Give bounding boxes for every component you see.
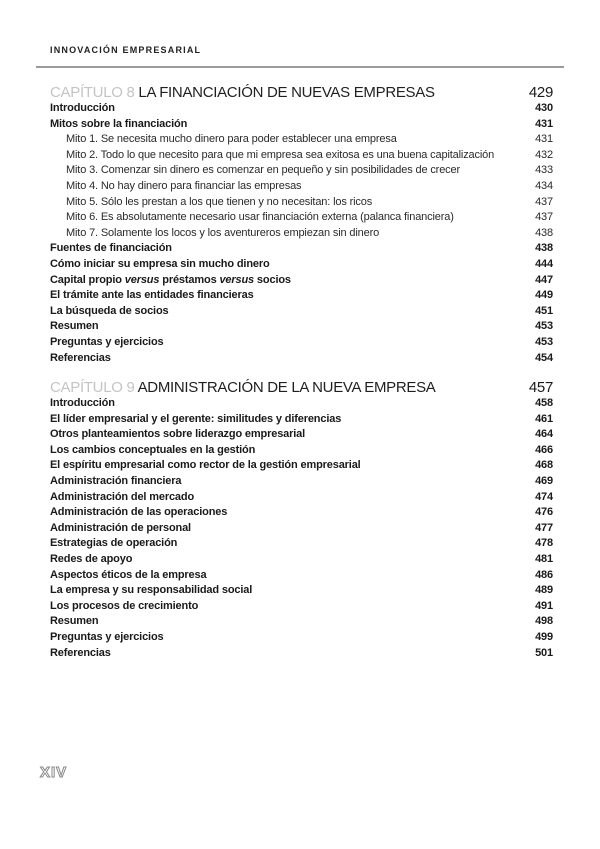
toc-entry-title: Resumen [50,615,99,628]
toc-entry[interactable] [50,288,553,304]
toc-entry-page: 438 [535,226,553,239]
toc-entry-title: Cómo iniciar su empresa sin mucho dinero [50,257,270,270]
toc-entry-title: Mito 4. No hay dinero para financiar las empresas [66,179,302,192]
toc-entry-page: 489 [535,584,553,597]
toc-entry-title: Los procesos de crecimiento [50,599,199,612]
toc-entry-page: 438 [535,242,553,255]
toc-entry-page: 481 [535,552,553,565]
running-head: INNOVACIÓN EMPRESARIAL [50,45,202,55]
chapter-title: LA FINANCIACIÓN DE NUEVAS EMPRESAS [138,84,435,101]
toc-entry-title: La búsqueda de socios [50,304,169,317]
toc-entry-page: 491 [535,599,553,612]
toc-entry-title: Preguntas y ejercicios [50,335,164,348]
toc-entry[interactable] [50,412,553,428]
toc-entry-page: 501 [535,646,553,659]
toc-entry-title: Capital propio versus préstamos versus socios [50,273,291,286]
toc-entry-title: Resumen [50,320,99,333]
toc-entry[interactable] [50,195,553,211]
toc-entry-page: 447 [535,273,553,286]
toc-entry-title: Referencias [50,646,111,659]
toc-entry-page: 476 [535,506,553,519]
page-folio: XIV [40,764,68,781]
toc-entry[interactable] [50,536,553,552]
toc-entry[interactable] [50,474,553,490]
toc-entry-page: 431 [535,117,553,130]
toc-entry[interactable] [50,304,553,320]
toc-entry[interactable] [50,257,553,273]
toc-entry[interactable] [50,599,553,615]
toc-entry-title: Referencias [50,351,111,364]
toc-entry-title: Los cambios conceptuales en la gestión [50,443,256,456]
toc-entry-title: Mito 3. Comenzar sin dinero es comenzar en pequeño y sin posibilidades de crecer [66,164,460,177]
toc-entry[interactable] [50,490,553,506]
toc-entry[interactable] [50,132,553,148]
toc-entry-page: 453 [535,335,553,348]
toc-entry-page: 464 [535,428,553,441]
toc-entry-page: 486 [535,568,553,581]
toc-entry-title: El trámite ante las entidades financieras [50,289,254,302]
chapter-heading[interactable] [50,84,553,101]
toc-entry-page: 432 [535,148,553,161]
toc-entry-title: La empresa y su responsabilidad social [50,584,253,597]
toc-entry[interactable] [50,163,553,179]
toc-entry-page: 453 [535,320,553,333]
toc-entry-title: Redes de apoyo [50,552,133,565]
toc-entry-title: Administración financiera [50,474,182,487]
toc-entry-page: 474 [535,490,553,503]
toc-entry-page: 451 [535,304,553,317]
toc-entry-title: Mito 5. Sólo les prestan a los que tienen y no necesitan: los ricos [66,195,373,208]
chapter-label: CAPÍTULO 8 [50,84,135,101]
toc-entry[interactable] [50,117,553,133]
chapter-9 [50,379,553,661]
toc-entry-title: Administración de las operaciones [50,506,228,519]
toc-entry[interactable] [50,614,553,630]
toc-entry-title: Mitos sobre la financiación [50,117,188,130]
toc-entry[interactable] [50,552,553,568]
toc-entry-title: Administración del mercado [50,490,195,503]
toc-entry[interactable] [50,210,553,226]
chapter-8 [50,84,553,366]
chapter-title: ADMINISTRACIÓN DE LA NUEVA EMPRESA [137,379,436,396]
toc-entry-title: El líder empresarial y el gerente: similitudes y diferencias [50,412,342,425]
toc-entry-title: Otros planteamientos sobre liderazgo empresarial [50,428,306,441]
toc-entry-title: Fuentes de financiación [50,242,172,255]
toc-entry-page: 454 [535,351,553,364]
toc-entry-title: Estrategias de operación [50,537,178,550]
toc-entry[interactable] [50,505,553,521]
toc-entry-title: Administración de personal [50,521,191,534]
toc-entry-title: Mito 7. Solamente los locos y los aventureros empiezan sin dinero [66,226,380,239]
chapter-page: 429 [528,84,553,101]
toc-entry[interactable] [50,148,553,164]
toc-entry-page: 477 [535,521,553,534]
header-rule [36,66,564,68]
toc-entry-page: 444 [535,257,553,270]
toc-entry-page: 468 [535,459,553,472]
toc-entry[interactable] [50,630,553,646]
chapter-page: 457 [528,379,553,396]
toc-entry-page: 449 [535,289,553,302]
toc-entry[interactable] [50,521,553,537]
toc-entry[interactable] [50,273,553,289]
toc-entry[interactable] [50,335,553,351]
toc-entry-title: Mito 6. Es absolutamente necesario usar financiación externa (palanca financiera) [66,211,454,224]
toc-entry-page: 499 [535,630,553,643]
toc-entry-title: Preguntas y ejercicios [50,630,164,643]
toc-entry-page: 431 [535,133,553,146]
toc-entry[interactable] [50,226,553,242]
toc-entry[interactable] [50,427,553,443]
toc-entry[interactable] [50,241,553,257]
toc-entry-page: 437 [535,195,553,208]
toc-entry[interactable] [50,646,553,662]
toc-entry-title: Aspectos éticos de la empresa [50,568,207,581]
toc-entry[interactable] [50,101,553,117]
toc-entry-page: 478 [535,537,553,550]
toc-entry-page: 433 [535,164,553,177]
toc-entry[interactable] [50,568,553,584]
toc-entry[interactable] [50,396,553,412]
chapter-label: CAPÍTULO 9 [50,379,135,396]
toc-entry[interactable] [50,351,553,367]
toc-entry[interactable] [50,179,553,195]
toc-entry-title: Mito 1. Se necesita mucho dinero para poder establecer una empresa [66,133,397,146]
toc-entry-title: El espíritu empresarial como rector de la gestión empresarial [50,459,361,472]
toc-entry-page: 498 [535,615,553,628]
toc-entry[interactable] [50,583,553,599]
toc-entry-page: 461 [535,412,553,425]
toc-entry-page: 437 [535,211,553,224]
toc-entry-page: 469 [535,474,553,487]
toc-entry[interactable] [50,458,553,474]
toc-entry[interactable] [50,443,553,459]
toc-entry-page: 434 [535,179,553,192]
toc-entry-page: 430 [535,102,553,114]
toc-entry-page: 458 [535,397,553,409]
toc-entry-title: Introducción [50,397,115,409]
toc-entry-title: Mito 2. Todo lo que necesito para que mi empresa sea exitosa es una buena capitalización [66,148,495,161]
toc-entry-title: Introducción [50,102,115,114]
toc-entry-page: 466 [535,443,553,456]
toc-entry[interactable] [50,319,553,335]
chapter-heading[interactable] [50,379,553,396]
